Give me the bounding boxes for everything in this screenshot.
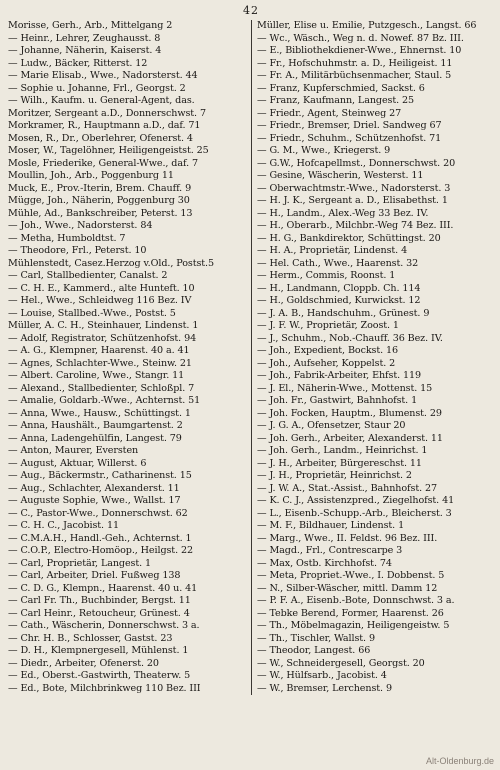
directory-entry: — Friedr., Schuhm., Schützenhofst. 71 — [257, 132, 442, 144]
directory-entry: — Metha, Humboldtst. 7 — [8, 232, 126, 244]
column-divider — [251, 20, 252, 695]
directory-entry: — H., Landm., Alex.-Weg 33 Bez. IV. — [257, 207, 429, 219]
directory-entry: — M. F., Bildhauer, Lindenst. 1 — [257, 520, 405, 531]
directory-entry: — Carl, Arbeiter, Driel. Fußweg 138 — [8, 570, 181, 581]
directory-entry: — J. El., Näherin-Wwe., Mottenst. 15 — [257, 382, 433, 394]
directory-entry: — D. H., Klempnergesell, Mühlenst. 1 — [8, 645, 189, 656]
directory-entry: — H., Goldschmied, Kurwickst. 12 — [257, 295, 421, 306]
directory-entry: — H., Oberarb., Milchbr.-Weg 74 Bez. III. — [257, 220, 454, 231]
directory-entry: — Th., Möbelmagazin, Heiligengeistw. 5 — [257, 620, 450, 631]
directory-entry: — L., Eisenb.-Schupp.-Arb., Bleicherst. 3 — [257, 507, 452, 519]
directory-entry: — Johanne, Näherin, Kaiserst. 4 — [8, 45, 162, 56]
directory-entry: — Wc., Wäsch., Weg n. d. Nowef. 87 Bz. III. — [257, 32, 464, 44]
directory-entry: Müller, Elise u. Emilie, Putzgesch., Langst. 66 — [257, 20, 477, 31]
directory-entry: Moritzer, Sergeant a.D., Donnerschwst. 7 — [8, 107, 206, 119]
directory-entry: — Herm., Commis, Roonst. 1 — [257, 270, 396, 281]
directory-entry: — Heinr., Lehrer, Zeughausst. 8 — [8, 32, 161, 44]
directory-entry: — Diedr., Arbeiter, Ofenerst. 20 — [8, 657, 159, 669]
directory-entry: — C.M.A.H., Handl.-Geh., Achternst. 1 — [8, 532, 192, 544]
directory-entry: Muck, E., Prov.-Iterin, Brem. Chauff. 9 — [8, 182, 192, 194]
page-number: 42 — [243, 4, 259, 17]
directory-entry: — C.O.P., Electro-Homöop., Heilgst. 22 — [8, 545, 193, 556]
directory-entry: — Carl, Proprietär, Langest. 1 — [8, 557, 152, 569]
directory-entry: — Joh. Focken, Hauptm., Blumenst. 29 — [257, 407, 442, 419]
directory-entry: — Joh. Gerh., Arbeiter, Alexanderst. 11 — [257, 432, 443, 444]
directory-entry: — Agnes, Schlachter-Wwe., Steinw. 21 — [8, 357, 192, 369]
left-column — [8, 20, 251, 695]
directory-entry: — Joh. Gerh., Landm., Heinrichst. 1 — [257, 445, 428, 456]
directory-entry: — Joh., Wwe., Nadorsterst. 84 — [8, 220, 153, 231]
directory-entry: — J. H., Arbeiter, Bürgereschst. 11 — [257, 457, 422, 469]
directory-entry: — J. W. A., Stat.-Assist., Bahnhofst. 27 — [257, 482, 437, 494]
directory-entry: — Anton, Maurer, Eversten — [8, 445, 139, 456]
directory-entry: — Hel., Wwe., Schleidweg 116 Bez. IV — [8, 295, 192, 306]
directory-entry: — Fr. A., Militärbüchsenmacher, Staul. 5 — [257, 70, 452, 81]
directory-entry: — Wilh., Kaufm. u. General-Agent, das. — [8, 95, 195, 106]
directory-entry: Mosle, Friederike, General-Wwe., daf. 7 — [8, 157, 198, 169]
directory-entry: — W., Bremser, Lerchenst. 9 — [257, 682, 392, 694]
directory-entry: — Amalie, Goldarb.-Wwe., Achternst. 51 — [8, 395, 201, 406]
directory-entry: — Marie Elisab., Wwe., Nadorsterst. 44 — [8, 70, 198, 81]
directory-entry: — C. H. E., Kammerd., alte Hunteft. 10 — [8, 282, 195, 294]
directory-entry: — Oberwachtmstr.-Wwe., Nadorsterst. 3 — [257, 182, 451, 194]
directory-entry: — Louise, Stallbed.-Wwe., Postst. 5 — [8, 307, 176, 319]
directory-entry: Mügge, Joh., Näherin, Poggenburg 30 — [8, 195, 190, 206]
directory-entry: Morkramer, R., Hauptmann a.D., daf. 71 — [8, 120, 201, 131]
directory-entry: — Auguste Sophie, Wwe., Wallst. 17 — [8, 495, 181, 506]
right-column — [251, 20, 494, 695]
directory-entry: — H. A., Proprietär, Lindenst. 4 — [257, 245, 408, 256]
directory-entry: — Anna, Haushält., Baumgartenst. 2 — [8, 420, 183, 431]
directory-entry: — H., Landmann, Cloppb. Ch. 114 — [257, 282, 421, 294]
directory-entry: — Th., Tischler, Wallst. 9 — [257, 632, 375, 644]
directory-entry: — N., Silber-Wäscher, mittl. Damm 12 — [257, 582, 438, 594]
directory-entry: — Alexand., Stallbedienter, Schloßpl. 7 — [8, 382, 195, 394]
directory-entry: — H. J. K., Sergeant a. D., Elisabethst. 1 — [257, 195, 448, 206]
directory-entry: Mosen, R., Dr., Oberlehrer, Ofenerst. 4 — [8, 132, 193, 144]
directory-entry: — J. G. A., Ofensetzer, Staur 20 — [257, 420, 406, 431]
directory-entry: — Joh. Fr., Gastwirt, Bahnhofst. 1 — [257, 395, 418, 406]
directory-entry: — C. H. C., Jacobist. 11 — [8, 520, 119, 531]
directory-entry: — G. M., Wwe., Kriegerst. 9 — [257, 145, 391, 156]
watermark: Alt-Oldenburg.de — [425, 756, 494, 766]
directory-entry: — Hel. Cath., Wwe., Haarenst. 32 — [257, 257, 419, 269]
directory-entry: — Theodor, Langest. 66 — [257, 645, 371, 656]
directory-entry: — Gesine, Wäscherin, Westerst. 11 — [257, 170, 424, 181]
directory-entry: — Carl Heinr., Retoucheur, Grünest. 4 — [8, 607, 190, 619]
directory-entry: — Cath., Wäscherin, Donnerschwst. 3 a. — [8, 620, 200, 631]
directory-entry: Mühle, Ad., Bankschreiber, Peterst. 13 — [8, 207, 193, 219]
directory-entry: Mühlenstedt, Casez.Herzog v.Old., Postst.5 — [8, 257, 214, 269]
directory-entry: — Marg., Wwe., II. Feldst. 96 Bez. III. — [257, 532, 438, 544]
directory-entry: — P. F. A., Eisenb.-Bote, Donnschwst. 3 a. — [257, 595, 455, 606]
directory-entry: — J., Schuhm., Nob.-Chauff. 36 Bez. IV. — [257, 332, 443, 344]
directory-entry: — A. G., Klempner, Haarenst. 40 a. 41 — [8, 345, 190, 356]
directory-entry: — J. H., Proprietär, Heinrichst. 2 — [257, 470, 412, 481]
directory-entry: — Theodore, Frl., Peterst. 10 — [8, 245, 147, 256]
directory-entry: — Anna, Ladengehülfin, Langest. 79 — [8, 432, 182, 444]
directory-entry: — Friedr., Agent, Steinweg 27 — [257, 107, 402, 119]
directory-entry: — Chr. H. B., Schlosser, Gastst. 23 — [8, 632, 173, 644]
directory-entry: — August, Aktuar, Willerst. 6 — [8, 457, 147, 469]
directory-entry: — C., Pastor-Wwe., Donnerschwst. 62 — [8, 507, 188, 519]
directory-entry: — W., Hülfsarb., Jacobist. 4 — [257, 670, 387, 681]
directory-entry: — Magd., Frl., Contrescarpe 3 — [257, 545, 403, 556]
directory-entry: — Joh., Expedient, Bockst. 16 — [257, 345, 399, 356]
directory-entry: Müller, A. C. H., Steinhauer, Lindenst. 1 — [8, 320, 199, 331]
directory-entry: — Joh., Fabrik-Arbeiter, Ehfst. 119 — [257, 370, 421, 381]
directory-entry: — Joh., Aufseher, Koppelst. 2 — [257, 357, 396, 369]
directory-entry: — Carl Fr. Th., Buchbinder, Bergst. 11 — [8, 595, 191, 606]
directory-entry: — K. C. J., Assistenzpred., Ziegelhofst. 41 — [257, 495, 455, 506]
directory-entry: — Fr., Hofschuhmstr. a. D., Heiligeist. 11 — [257, 57, 453, 69]
directory-entry: — Ed., Oberst.-Gastwirth, Theaterw. 5 — [8, 670, 191, 681]
directory-entry: Moullin, Joh., Arb., Poggenburg 11 — [8, 170, 174, 181]
directory-entry: — Carl, Stallbedienter, Canalst. 2 — [8, 270, 168, 281]
directory-entry: — E., Bibliothekdiener-Wwe., Ehnernst. 10 — [257, 45, 462, 56]
directory-entry: — Ludw., Bäcker, Ritterst. 12 — [8, 57, 148, 69]
directory-entry: — Friedr., Bremser, Driel. Sandweg 67 — [257, 120, 442, 131]
directory-entry: — Aug., Bäckermstr., Catharinenst. 15 — [8, 470, 192, 481]
directory-entry: — Tebke Berend, Former, Haarenst. 26 — [257, 607, 444, 619]
directory-entry: — J. A. B., Handschuhm., Grünest. 9 — [257, 307, 430, 319]
directory-entry: — Sophie u. Johanne, Frl., Georgst. 2 — [8, 82, 186, 94]
directory-entry: — J. F. W., Proprietär, Zoost. 1 — [257, 320, 399, 331]
directory-entry: — H. G., Bankdirektor, Schüttingst. 20 — [257, 232, 441, 244]
directory-entry: — Max, Ostb. Kirchhofst. 74 — [257, 557, 392, 569]
directory-entry: — Albert. Caroline, Wwe., Stangr. 11 — [8, 370, 185, 381]
directory-entry: — G.W., Hofcapellmst., Donnerschwst. 20 — [257, 157, 456, 169]
directory-entry: — Ed., Bote, Milchbrinkweg 110 Bez. III — [8, 682, 201, 694]
directory-entry: Moser, W., Tagelöhner, Heiligengeistst. 25 — [8, 145, 209, 156]
directory-entry: — Anna, Wwe., Hausw., Schüttingst. 1 — [8, 407, 191, 419]
directory-entry: — Franz, Kaufmann, Langest. 25 — [257, 95, 415, 106]
directory-entry: — Franz, Kupferschmied, Sackst. 6 — [257, 82, 425, 94]
directory-entry: — Adolf, Registrator, Schützenhofst. 94 — [8, 332, 197, 344]
directory-entry: Morisse, Gerh., Arb., Mittelgang 2 — [8, 20, 173, 31]
directory-entry: — W., Schneidergesell, Georgst. 20 — [257, 657, 425, 669]
directory-columns — [8, 20, 494, 695]
directory-entry: — Aug., Schlachter, Alexanderst. 11 — [8, 482, 180, 494]
directory-entry: — C. D. G., Klempn., Haarenst. 40 u. 41 — [8, 582, 198, 594]
directory-entry: — Meta, Propriet.-Wwe., I. Dobbenst. 5 — [257, 570, 445, 581]
